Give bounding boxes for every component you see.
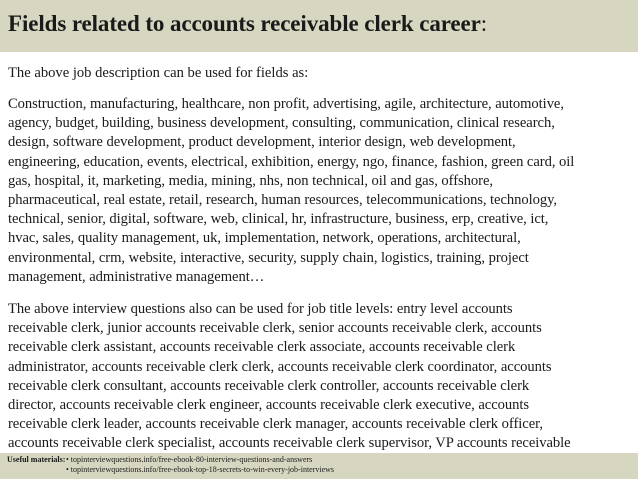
footer-bar [0, 453, 638, 479]
ebook-link-80-questions[interactable]: • topinterviewquestions.info/free-ebook-80-interview-questions-and-answers [66, 455, 313, 464]
job-levels-paragraph [8, 300, 634, 454]
fields-line: Construction, manufacturing, healthcare, non profit, advertising, agile, architecture, automotive, [8, 96, 564, 112]
fields-paragraph [8, 95, 634, 287]
intro-text: The above job description can be used for fields as: [8, 65, 309, 81]
fields-line: agency, budget, building, business development, consulting, communication, clinical research, [8, 115, 555, 132]
levels-line: receivable clerk consultant, accounts receivable clerk controller, accounts receivable clerk [8, 377, 530, 394]
page-title-colon: : [480, 11, 488, 36]
page-title-text: Fields related to accounts receivable clerk career [8, 11, 481, 36]
fields-line: design, software development, product development, interior design, web development, [8, 134, 516, 151]
title-bar [0, 0, 638, 52]
levels-line: receivable clerk, junior accounts receivable clerk, senior accounts receivable clerk, accounts [8, 320, 542, 337]
fields-line: hvac, sales, quality management, uk, implementation, network, operations, architectural, [8, 230, 521, 247]
levels-line: receivable clerk leader, accounts receivable clerk manager, accounts receivable clerk officer, [8, 416, 543, 433]
fields-line: gas, hospital, it, marketing, media, mining, nhs, non technical, oil and gas, offshore, [8, 172, 493, 189]
fields-line: pharmaceutical, real estate, retail, research, human resources, telecommunications, technology, [8, 192, 558, 209]
levels-line: director, accounts receivable clerk engineer, accounts receivable clerk executive, accounts [8, 397, 529, 414]
fields-line: environmental, crm, website, interactive, security, supply chain, logistics, training, project [8, 249, 529, 266]
levels-line: administrator, accounts receivable clerk clerk, accounts receivable clerk coordinator, accounts [8, 358, 552, 375]
fields-line: engineering, education, events, electrical, exhibition, energy, ngo, finance, fashion, green card, oil [8, 153, 575, 170]
levels-line: The above interview questions also can be used for job title levels: entry level accounts [8, 301, 513, 317]
levels-line: receivable clerk assistant, accounts receivable clerk associate, accounts receivable clerk [8, 339, 516, 356]
useful-materials-label: Useful materials: [7, 455, 66, 464]
fields-line: technical, senior, digital, software, web, clinical, hr, infrastructure, business, erp, creative, ict, [8, 211, 549, 228]
ebook-link-18-secrets[interactable]: • topinterviewquestions.info/free-ebook-top-18-secrets-to-win-every-job-interviews [66, 465, 335, 474]
levels-line: accounts receivable clerk specialist, accounts receivable clerk supervisor, VP accounts receivable [8, 435, 571, 452]
page-title [8, 11, 487, 37]
fields-line: management, administrative management… [8, 268, 265, 285]
